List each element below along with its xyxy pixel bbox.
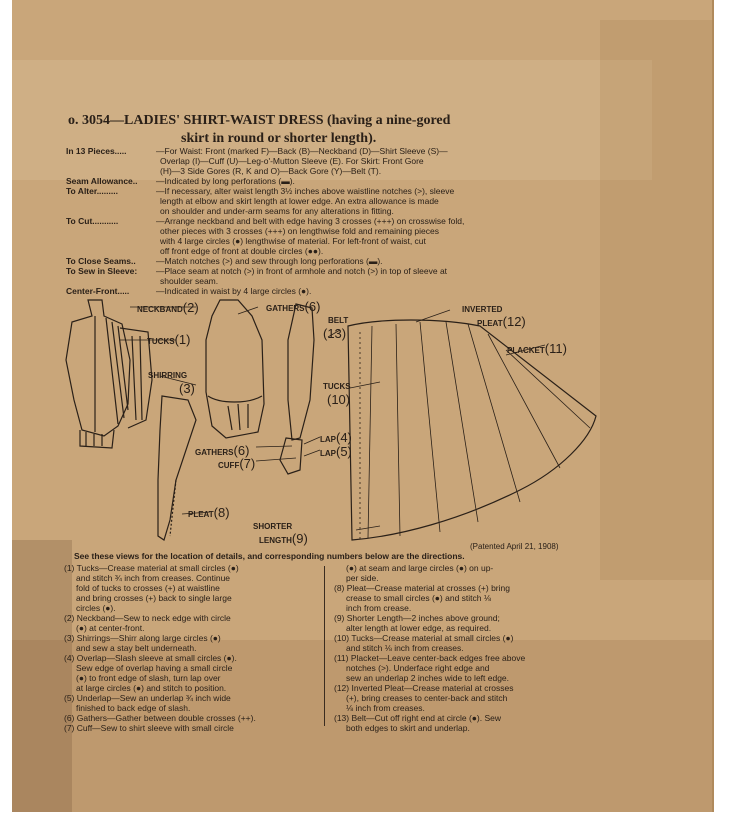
spec-line: other pieces with 3 crosses (+++) on lengthwise fold and remaining pieces [160, 226, 440, 236]
direction-line: (●) to front edge of slash, turn lap over [76, 673, 221, 683]
direction-line: notches (>). Underface right edge and [346, 663, 490, 673]
direction-line: (+), bring creases to center-back and stitch [346, 693, 508, 703]
directions-heading: See these views for the location of details, and corresponding numbers below are the directions. [74, 551, 465, 561]
direction-line: (9) Shorter Length—2 inches above ground; [334, 613, 500, 623]
direction-line: alter length at lower edge, as required. [346, 623, 492, 633]
direction-line: and sew a stay belt underneath. [76, 643, 197, 653]
spec-line: with 4 large circles (●) lengthwise of material. For left-front of waist, cut [160, 236, 426, 246]
direction-line: (2) Neckband—Sew to neck edge with circle [64, 613, 231, 623]
spec-label: To Alter......... [66, 186, 118, 196]
direction-line: inch from crease. [346, 603, 412, 613]
direction-line: (13) Belt—Cut off right end at circle (●). Sew [334, 713, 502, 723]
callout-tucks-skirt: TUCKS [323, 382, 351, 391]
direction-line: (5) Underlap—Sew an underlap ¾ inch wide [64, 693, 231, 703]
column-divider [324, 566, 325, 726]
direction-line: sew an underlap 2 inches wide to left edge. [346, 673, 510, 683]
spec-label: Seam Allowance.. [66, 176, 138, 186]
callout-tucks-waist: TUCKS(1) [147, 332, 191, 347]
direction-line: (●) at center-front. [76, 623, 145, 633]
direction-line: (10) Tucks—Crease material at small circles (●) [334, 633, 514, 643]
spec-line: shoulder seam. [160, 276, 219, 286]
spec-line: —If necessary, alter waist length 3½ inches above waistline notches (>), sleeve [156, 186, 455, 196]
spec-line: —Place seam at notch (>) in front of armhole and notch (>) in top of sleeve at [156, 266, 448, 276]
spec-label: To Cut........... [66, 216, 119, 226]
directions-left-column [64, 563, 256, 733]
direction-line: at large circles (●) and stitch to position. [76, 683, 227, 693]
waist-back-figure [206, 300, 264, 438]
callout-belt: BELT [328, 316, 349, 325]
direction-line: and stitch ¾ inch from creases. Continue [76, 573, 231, 583]
callout-tucks-skirt-number: (10) [327, 392, 351, 407]
direction-line: (12) Inverted Pleat—Crease material at crosses [334, 683, 514, 693]
callout-neckband: NECKBAND(2) [137, 300, 199, 315]
callout-gathers-cuff: GATHERS(6) [195, 443, 250, 458]
direction-line: crease to small circles (●) and stitch ⅛ [346, 593, 491, 603]
callout-shirring: SHIRRING [148, 371, 188, 380]
callout-lap-5: LAP(5) [320, 444, 352, 459]
spec-line: —Indicated in waist by 4 large circles (●). [156, 286, 312, 296]
spec-label: To Sew in Sleeve: [66, 266, 138, 276]
direction-line: per side. [346, 573, 379, 583]
shirt-sleeve-figure [288, 304, 314, 440]
directions-right-column [334, 563, 525, 733]
direction-line: ⅛ inch from creases. [346, 703, 425, 713]
waist-front-figure [66, 300, 130, 436]
spec-line: off front edge of front at double circles (●●). [160, 246, 324, 256]
pattern-title: o. 3054—LADIES' SHIRT-WAIST DRESS (having a nine-gored [68, 113, 451, 128]
direction-line: Sew edge of overlap having a small circle [76, 663, 233, 673]
direction-line: finished to back edge of slash. [76, 703, 191, 713]
callout-shirring-number: (3) [179, 381, 195, 396]
direction-line: (11) Placket—Leave center-back edges free above [334, 653, 526, 663]
pattern-subtitle: skirt in round or shorter length). [181, 131, 377, 146]
callout-gathers-top: GATHERS(6) [266, 299, 321, 314]
callout-placket: PLACKET(11) [507, 341, 567, 356]
patent-notice: (Patented April 21, 1908) [470, 542, 559, 551]
callout-shorter: SHORTER [253, 522, 293, 531]
callout-inverted-pleat: INVERTED [462, 305, 503, 314]
spec-label: Center-Front..... [66, 286, 130, 296]
spec-line: on shoulder and under-arm seams for any alterations in fitting. [160, 206, 394, 216]
callout-belt-number: (13) [323, 326, 347, 341]
spec-label: To Close Seams.. [66, 256, 136, 266]
direction-line: (7) Cuff—Sew to shirt sleeve with small circle [64, 723, 234, 733]
direction-line: (3) Shirrings—Shirr along large circles (●) [64, 633, 221, 643]
direction-line: (1) Tucks—Crease material at small circles (●) [64, 563, 239, 573]
spec-line: —Match notches (>) and sew through long perforations (▬). [156, 256, 383, 266]
direction-line: (6) Gathers—Gather between double crosses (++). [64, 713, 256, 723]
spec-label: In 13 Pieces..... [66, 146, 127, 156]
callout-pleat: PLEAT(8) [188, 505, 230, 520]
direction-line: and bring crosses (+) back to single large [76, 593, 232, 603]
direction-line: (4) Overlap—Slash sleeve at small circles (●). [64, 653, 237, 663]
spec-line: —For Waist: Front (marked F)—Back (B)—Neckband (D)—Shirt Sleeve (S)— [156, 146, 448, 156]
spec-line: —Arrange neckband and belt with edge having 3 crosses (+++) on crosswise fold, [156, 216, 465, 226]
spec-line: —Indicated by long perforations (▬). [156, 176, 295, 186]
callout-pleat-word: PLEAT(12) [477, 314, 526, 329]
direction-line: both edges to skirt and underlap. [346, 723, 470, 733]
spec-line: length at elbow and skirt length at lower edge. An extra allowance is made [160, 196, 439, 206]
spec-line: (H)—3 Side Gores (R, K and O)—Back Gore (Y)—Belt (T). [160, 166, 382, 176]
spec-line: Overlap (I)—Cuff (U)—Leg-o'-Mutton Sleeve (E). For Skirt: Front Gore [160, 156, 424, 166]
direction-line: (8) Pleat—Crease material at crosses (+) bring [334, 583, 510, 593]
direction-line: and stitch ⅛ inch from creases. [346, 643, 464, 653]
direction-line: (●) at seam and large circles (●) on up- [346, 563, 494, 573]
callout-lap-4: LAP(4) [320, 430, 352, 445]
direction-line: circles (●). [76, 603, 116, 613]
callout-length: LENGTH(9) [259, 531, 308, 546]
callout-cuff: CUFF(7) [218, 456, 256, 471]
direction-line: fold of tucks to crosses (+) at waistline [76, 583, 220, 593]
